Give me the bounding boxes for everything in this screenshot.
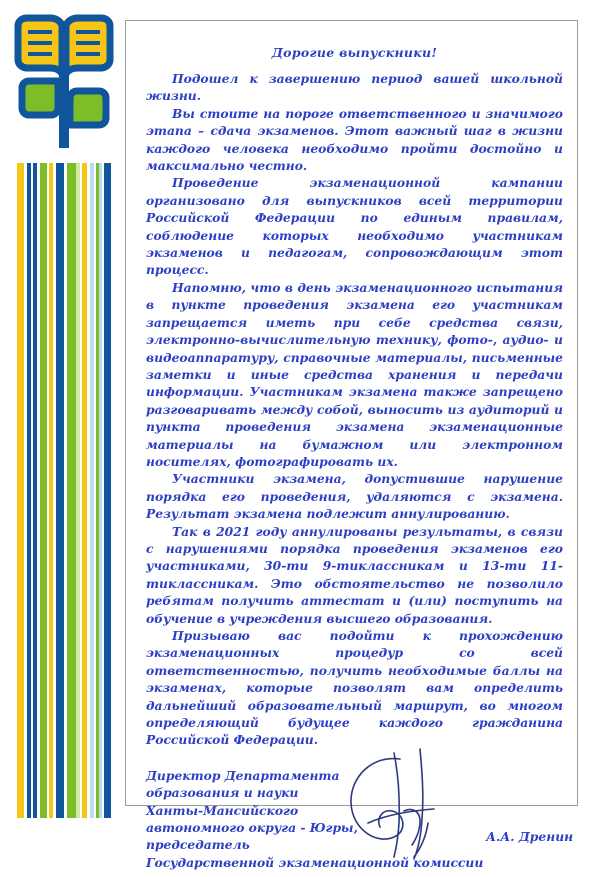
signatory-title-line: Директор Департамента [146,767,340,783]
signatory-title-line: образования и науки [146,785,299,801]
paragraph: Подошел к завершению период вашей школьной жизни. [146,71,563,104]
signatory-name: А.А. Дренин [486,828,574,844]
stripe-13 [67,163,76,818]
paragraph: Проведение экзаменационной кампании организовано для выпускников всей территории Российской Федерации по единым правилам, соблюдение которых необходимо участникам экзаменов и педагогам, сопровождающим этот процесс. [146,175,563,278]
paragraph: Напомню, что в день экзаменационного испытания в пункте проведения экзамена его участникам запрещается иметь при себе средства связи, электронно-вычислительную технику, фото-, аудио- и видеоаппаратуру, справочные материалы, письменные заметки и иные средства хранения и передачи информации. Участникам экзамена также запрещено разговаривать между собой, выносить из аудиторий и пункта проведения экзамена экзаменационные материалы на бумажном или электронном носителях, фотографировать их. [146,279,563,469]
stripe-7 [40,163,47,818]
page-title: Дорогие выпускники! [271,45,438,60]
book-plant-emblem-icon [14,12,114,152]
stripe-1 [17,163,24,818]
signatory-title [146,767,484,871]
signatory-title-line: Государственной экзаменационной комиссии [146,854,484,870]
signatory-title-line: Ханты-Мансийского [146,802,299,818]
signatory-title-line: председатель [146,837,250,853]
decorative-stripe-band [14,163,115,818]
left-decoration-column [0,0,125,833]
letter-content [146,31,574,870]
stripe-11 [56,163,64,818]
stripe-24 [111,163,115,818]
signature-block [146,767,574,877]
paragraph: Так в 2021 году аннулированы результаты, в связи с нарушениями порядка проведения экзаменов его участниками, 30-ти 9-тиклассникам и 13-ти 11-тиклассникам. Это обстоятельство не позволило ребятам получить аттестат и (или) поступить на обучение в учреждения высшего образования. [146,523,563,626]
signatory-title-line: автономного округа - Югры, [146,820,358,836]
letter-sheet [125,20,578,870]
stripe-23 [104,163,111,818]
paragraph: Призываю вас подойти к прохождению экзаменационных процедур со всей ответственностью, получить необходимые баллы на экзаменах, которые позволят вам определить дальнейший образовательный маршрут, во многом определяющий будущее каждого гражданина Российской Федерации. [146,628,563,748]
paragraph: Участники экзамена, допустившие нарушение порядка его проведения, удаляются с экзамена. Результат экзамена подлежит аннулированию. [146,471,563,522]
paragraph: Вы стоите на пороге ответственного и значимого этапа – сдача экзаменов. Этот важный шаг в жизни каждого человека необходимо пройти достойно и максимально честно. [146,105,563,174]
